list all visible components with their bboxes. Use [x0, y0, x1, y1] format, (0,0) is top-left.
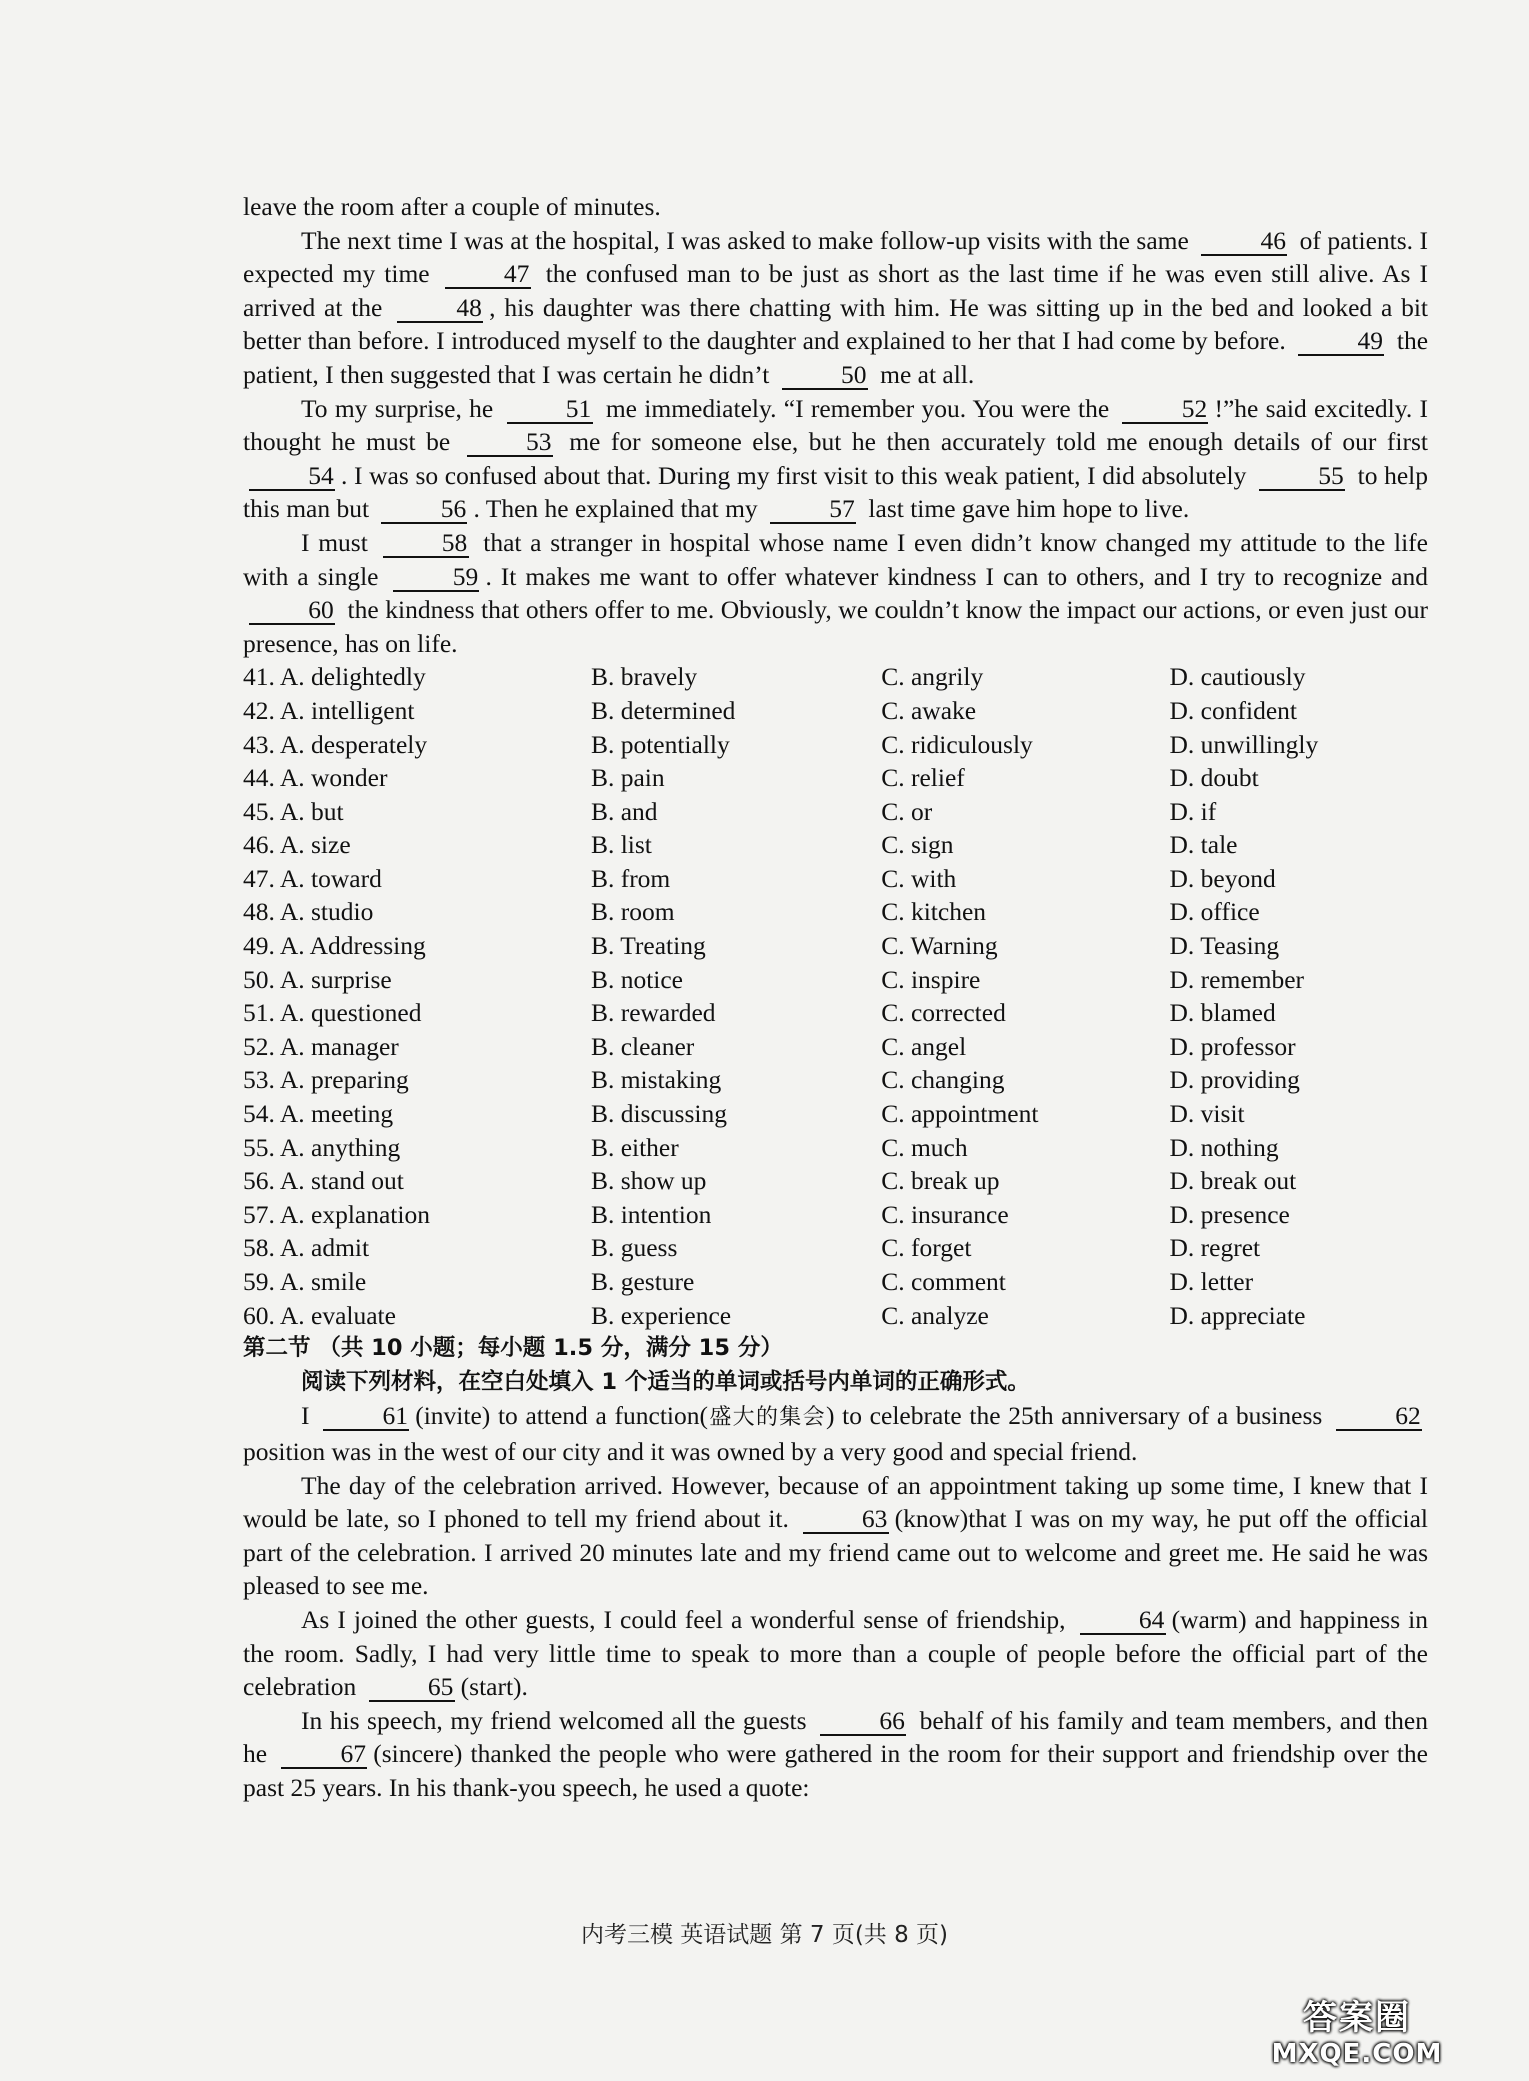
option-b: B. room [590, 897, 675, 927]
option-b: B. discussing [590, 1099, 727, 1129]
option-a: 56. A. stand out [243, 1166, 404, 1196]
option-d: D. providing [1169, 1065, 1300, 1095]
option-a: 52. A. manager [243, 1031, 399, 1061]
option-row [243, 694, 1428, 728]
option-d: D. confident [1169, 695, 1297, 725]
section-instruction: 阅读下列材料，在空白处填入 1 个适当的单词或括号内单词的正确形式。 [301, 1368, 1030, 1395]
option-c: C. corrected [881, 998, 1006, 1028]
option-row [243, 1299, 1428, 1333]
option-a: 60. A. evaluate [243, 1300, 396, 1330]
option-c: C. changing [881, 1065, 1005, 1095]
passage-paragraph-2: To my surprise, he 51 me immediately. “I remember you. You were the 52 !”he said excitedly. I thought he must be 53 me for someone else, but he then accurately told me enough details of our first 54 . I was so confused about that. During my first visit to this weak patient, I did absolutely 55 to help this man but 56 . Then he explained that my 57 last time gave him hope to live. [243, 393, 1428, 524]
option-a: 49. A. Addressing [243, 931, 426, 961]
blank-59: 59 [393, 564, 479, 592]
option-b: B. list [590, 830, 652, 860]
blank-48: 48 [397, 295, 483, 323]
option-d: D. appreciate [1169, 1300, 1306, 1330]
section-heading: 第二节 （共 10 小题；每小题 1.5 分，满分 15 分） [243, 1335, 783, 1362]
option-row [243, 996, 1428, 1030]
option-row [243, 660, 1428, 694]
option-a: 59. A. smile [243, 1267, 367, 1296]
option-b: B. potentially [590, 729, 730, 759]
blank-52: 52 [1122, 396, 1208, 424]
option-row [243, 761, 1428, 795]
blank-55: 55 [1259, 463, 1345, 491]
option-b: B. gesture [590, 1267, 695, 1296]
option-a: 50. A. surprise [243, 964, 392, 994]
option-d: D. letter [1169, 1267, 1254, 1296]
option-d: D. doubt [1169, 763, 1259, 793]
section2-paragraph-4: In his speech, my friend welcomed all the guests 66 behalf of his family and team members, and then he 67 (sincere) thanked the people who were gathered in the room for their support and friendship over the past 25 years. In his thank-you speech, he used a quote: [243, 1705, 1428, 1802]
option-d: D. blamed [1169, 998, 1276, 1028]
watermark-bottom: MXQE.COM [1271, 2038, 1443, 2069]
option-c: C. with [881, 863, 957, 893]
blank-47: 47 [445, 261, 531, 289]
option-a: 55. A. anything [243, 1132, 401, 1162]
option-c: C. appointment [881, 1099, 1039, 1129]
option-d: D. cautiously [1169, 662, 1306, 692]
passage-paragraph-3: I must 58 that a stranger in hospital whose name I even didn’t know changed my attitude to the life with a single 59 . It makes me want to offer whatever kindness I can to others, and I try to recognize and 60 the kindness that others offer to me. Obviously, we couldn’t know the impact our actions, or even just our presence, has on life. [243, 527, 1428, 658]
blank-62: 62 [1336, 1403, 1422, 1431]
option-b: B. bravely [590, 662, 698, 692]
option-c: C. break up [881, 1166, 1000, 1196]
blank-61: 61 [323, 1403, 409, 1431]
option-c: C. ridiculously [881, 729, 1033, 759]
exam-page [243, 190, 1428, 1805]
blank-54: 54 [249, 463, 335, 491]
option-d: D. unwillingly [1169, 729, 1319, 759]
option-c: C. kitchen [881, 897, 987, 927]
option-row [243, 963, 1428, 997]
option-c: C. awake [881, 695, 977, 725]
option-row [243, 1198, 1428, 1232]
option-b: B. experience [590, 1300, 732, 1330]
blank-46: 46 [1201, 228, 1287, 256]
blank-66: 66 [820, 1708, 906, 1736]
option-c: C. angel [881, 1031, 967, 1061]
option-row [243, 1063, 1428, 1097]
option-a: 54. A. meeting [243, 1099, 394, 1129]
option-a: 53. A. preparing [243, 1065, 409, 1095]
option-row [243, 1265, 1428, 1299]
option-d: D. remember [1169, 964, 1305, 994]
option-a: 48. A. studio [243, 897, 374, 927]
option-d: D. Teasing [1169, 931, 1280, 961]
blank-65: 65 [369, 1674, 455, 1702]
option-c: C. insurance [881, 1199, 1009, 1229]
blank-67: 67 [281, 1741, 367, 1769]
option-b: B. from [590, 863, 671, 893]
option-c: C. relief [881, 763, 965, 793]
option-d: D. beyond [1169, 863, 1276, 893]
option-row [243, 929, 1428, 963]
option-c: C. angrily [881, 662, 984, 692]
option-c: C. sign [881, 830, 954, 860]
blank-57: 57 [770, 496, 856, 524]
option-d: D. break out [1169, 1166, 1297, 1196]
passage-paragraph-0: leave the room after a couple of minutes. [243, 192, 661, 221]
watermark-top: 答案圈 [1303, 1997, 1411, 2038]
option-b: B. pain [590, 763, 665, 793]
blank-56: 56 [381, 496, 467, 524]
option-a: 43. A. desperately [243, 729, 428, 759]
option-d: D. office [1169, 897, 1260, 927]
option-c: C. much [881, 1132, 968, 1162]
blank-58: 58 [383, 530, 469, 558]
blank-49: 49 [1298, 328, 1384, 356]
option-row [243, 728, 1428, 762]
option-b: B. guess [590, 1233, 678, 1263]
option-d: D. visit [1169, 1099, 1245, 1129]
watermark-logo [1192, 1984, 1522, 2074]
option-row [243, 1030, 1428, 1064]
option-b: B. cleaner [590, 1031, 695, 1061]
option-row [243, 795, 1428, 829]
option-b: B. either [590, 1132, 679, 1162]
passage-paragraph-1: The next time I was at the hospital, I was asked to make follow-up visits with the same 46 of patients. I expected my time 47 the confused man to be just as short as the last time if he was even still alive. As I arrived at the 48 , his daughter was there chatting with him. He was sitting up in the bed and looked a bit better than before. I introduced myself to the daughter and explained to her that I had come by before. 49 the patient, I then suggested that I was certain he didn’t 50 me at all. [243, 225, 1429, 389]
option-c: C. comment [881, 1267, 1006, 1296]
option-d: D. if [1169, 796, 1217, 826]
blank-51: 51 [507, 396, 593, 424]
option-a: 58. A. admit [243, 1233, 370, 1263]
option-d: D. professor [1169, 1031, 1296, 1061]
option-b: B. Treating [590, 931, 706, 961]
option-c: C. forget [881, 1233, 972, 1263]
option-b: B. determined [590, 695, 736, 725]
option-d: D. presence [1169, 1199, 1290, 1229]
option-b: B. intention [590, 1199, 712, 1229]
option-row [243, 1097, 1428, 1131]
answer-options [243, 660, 1428, 1332]
option-row [243, 1131, 1428, 1165]
option-a: 42. A. intelligent [243, 695, 415, 725]
option-row [243, 895, 1428, 929]
option-row [243, 1164, 1428, 1198]
blank-53: 53 [467, 429, 553, 457]
option-b: B. rewarded [590, 998, 716, 1028]
blank-64: 64 [1080, 1607, 1166, 1635]
option-a: 46. A. size [243, 830, 351, 860]
option-b: B. show up [590, 1166, 707, 1196]
option-row [243, 862, 1428, 896]
option-c: C. or [881, 796, 933, 826]
option-d: D. tale [1169, 830, 1238, 860]
option-row [243, 1231, 1428, 1265]
option-a: 44. A. wonder [243, 763, 388, 793]
option-a: 41. A. delightedly [243, 662, 426, 692]
option-c: C. inspire [881, 964, 981, 994]
section2-paragraph-1: I 61 (invite) to attend a function(盛大的集会) to celebrate the 25th anniversary of a business 62 position was in the west of our city and it was owned by a very good and special friend. [243, 1401, 1421, 1466]
blank-63: 63 [803, 1506, 889, 1534]
option-a: 45. A. but [243, 796, 344, 826]
page-footer: 内考三模 英语试题 第 7 页(共 8 页) [580, 1922, 949, 1948]
option-b: B. notice [590, 964, 684, 994]
section2-paragraph-2: The day of the celebration arrived. However, because of an appointment taking up some time, I knew that I would be late, so I phoned to tell my friend about it. 63 (know)that I was on my way, he put off the official part of the celebration. I arrived 20 minutes late and my friend came out to welcome and greet me. He said he was pleased to see me. [243, 1470, 1428, 1601]
option-d: D. regret [1169, 1233, 1261, 1263]
option-a: 57. A. explanation [243, 1199, 430, 1229]
section2-paragraph-3: As I joined the other guests, I could feel a wonderful sense of friendship, 64 (warm) and happiness in the room. Sadly, I had very little time to speak to more than a couple of people before the official part of the celebration 65 (start). [243, 1604, 1428, 1702]
blank-60: 60 [249, 597, 335, 625]
option-b: B. mistaking [590, 1065, 722, 1095]
option-a: 47. A. toward [243, 863, 382, 893]
option-a: 51. A. questioned [243, 998, 422, 1028]
option-d: D. nothing [1169, 1132, 1279, 1162]
blank-50: 50 [782, 362, 868, 390]
option-c: C. analyze [881, 1300, 989, 1330]
option-row [243, 828, 1428, 862]
option-b: B. and [590, 796, 658, 826]
option-c: C. Warning [881, 931, 998, 961]
